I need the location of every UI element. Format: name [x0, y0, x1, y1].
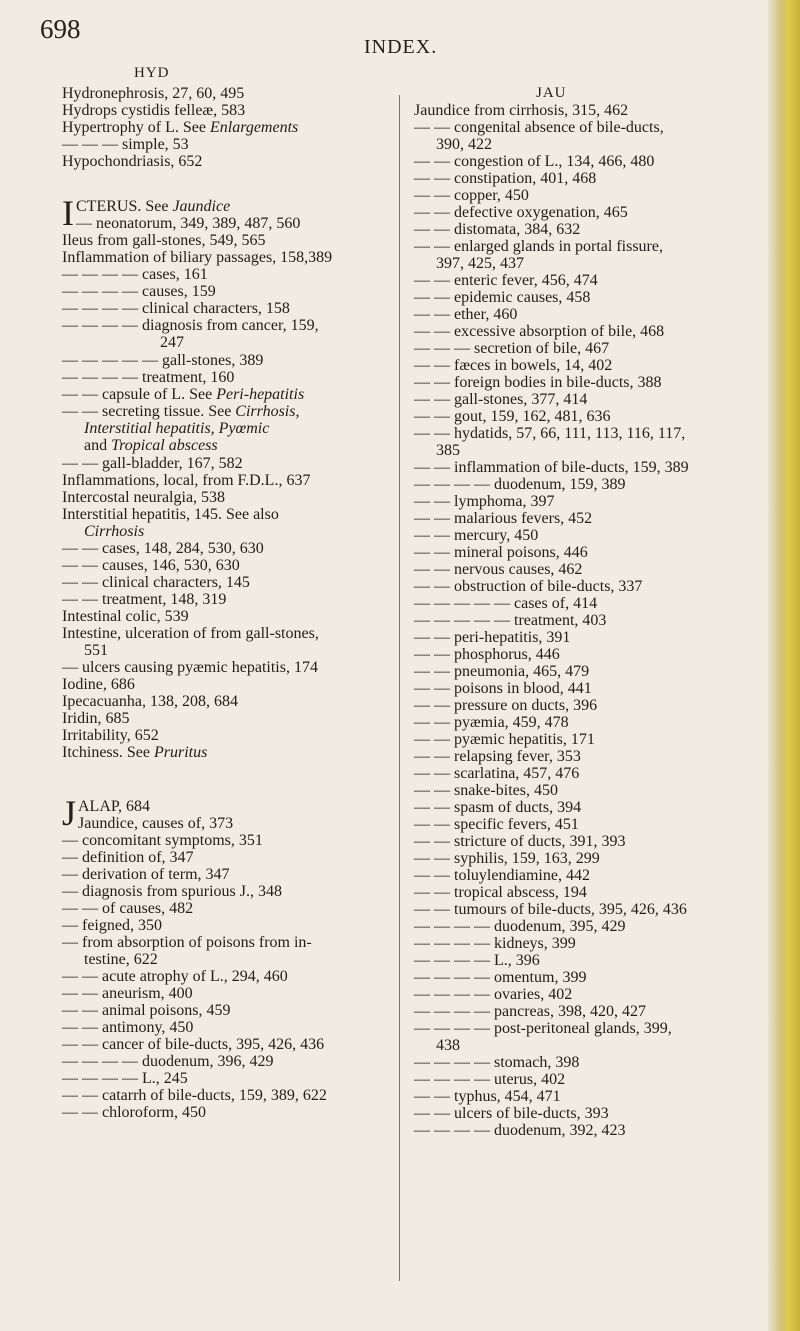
guide-word-right: JAU	[536, 85, 567, 101]
index-entry: — — stricture of ducts, 391, 393	[414, 833, 626, 850]
drop-cap-i: I	[62, 193, 74, 233]
index-entry: — — — — duodenum, 159, 389	[414, 476, 626, 493]
index-entry: — — poisons in blood, 441	[414, 680, 592, 697]
guide-word-left: HYD	[134, 65, 170, 81]
index-entry: — — — — — gall-stones, 389	[62, 352, 264, 369]
index-entry: — — pneumonia, 465, 479	[414, 663, 590, 680]
index-entry: — — congenital absence of bile-ducts, 390, 422	[414, 119, 664, 153]
index-entry: — — — — causes, 159	[62, 283, 216, 300]
index-entry: — — pyæmia, 459, 478	[414, 714, 569, 731]
index-entry: Hydrops cystidis felleæ, 583	[62, 102, 246, 119]
index-entry: — — gout, 159, 162, 481, 636	[414, 408, 611, 425]
index-entry: — feigned, 350	[62, 917, 162, 934]
index-entry: Hypertrophy of L. See Enlargements	[62, 119, 299, 136]
index-entry: — — hydatids, 57, 66, 111, 113, 116, 117, 385	[414, 425, 686, 459]
index-entry: — — foreign bodies in bile-ducts, 388	[414, 374, 662, 391]
index-entry: Interstitial hepatitis, 145. See also Cirrhosis	[62, 506, 279, 540]
drop-cap-j: J	[62, 793, 77, 833]
index-entry: — ulcers causing pyæmic hepatitis, 174	[62, 659, 318, 676]
index-entry: — — of causes, 482	[62, 900, 194, 917]
index-entry: — — — — ovaries, 402	[414, 986, 573, 1003]
index-entry: — — — — kidneys, 399	[414, 935, 576, 952]
page-number: 698	[40, 14, 81, 44]
index-entry: — — distomata, 384, 632	[414, 221, 581, 238]
index-entry: — diagnosis from spurious J., 348	[62, 883, 282, 900]
index-entry: — — — — stomach, 398	[414, 1054, 580, 1071]
index-entry: — — relapsing fever, 353	[414, 748, 581, 765]
index-entry: — — — — L., 396	[414, 952, 540, 969]
index-entry: Intestinal colic, 539	[62, 608, 189, 625]
index-entry: — — pyæmic hepatitis, 171	[414, 731, 595, 748]
index-entry: — — aneurism, 400	[62, 985, 193, 1002]
index-entry: — — — — post-peritoneal glands, 399, 438	[414, 1020, 672, 1054]
index-entry: — — — — pancreas, 398, 420, 427	[414, 1003, 646, 1020]
index-entry: — — — — uterus, 402	[414, 1071, 566, 1088]
page-edge	[768, 0, 800, 1331]
index-entry: — — animal poisons, 459	[62, 1002, 231, 1019]
index-entry: CTERUS. See Jaundice	[76, 198, 231, 215]
index-entry: — — acute atrophy of L., 294, 460	[62, 968, 288, 985]
index-entry: — — cases, 148, 284, 530, 630	[62, 540, 264, 557]
index-entry: — — peri-hepatitis, 391	[414, 629, 571, 646]
index-entry: Inflammations, local, from F.D.L., 637	[62, 472, 311, 489]
index-entry: — — — — — cases of, 414	[414, 595, 598, 612]
index-entry: — — — — diagnosis from cancer, 159, 247	[62, 317, 319, 351]
index-entry: — — — — clinical characters, 158	[62, 300, 290, 317]
index-entry: Jaundice, causes of, 373	[78, 815, 234, 832]
index-entry: — — gall-stones, 377, 414	[414, 391, 588, 408]
index-entry: — — cancer of bile-ducts, 395, 426, 436	[62, 1036, 325, 1053]
index-entry: — — ether, 460	[414, 306, 518, 323]
index-entry: — — enlarged glands in portal fissure, 397, 425, 437	[414, 238, 663, 272]
index-entry: — — malarious fevers, 452	[414, 510, 593, 527]
index-entry: — — spasm of ducts, 394	[414, 799, 582, 816]
index-entry: — — mercury, 450	[414, 527, 539, 544]
index-entry: ALAP, 684	[78, 798, 151, 815]
index-entry: — — — secretion of bile, 467	[414, 340, 610, 357]
index-entry: — — — — — treatment, 403	[414, 612, 607, 629]
index-entry: — — gall-bladder, 167, 582	[62, 455, 243, 472]
index-entry: — — catarrh of bile-ducts, 159, 389, 622	[62, 1087, 327, 1104]
index-entry: — concomitant symptoms, 351	[62, 832, 263, 849]
index-entry: — — clinical characters, 145	[62, 574, 250, 591]
index-entry: — — enteric fever, 456, 474	[414, 272, 598, 289]
index-entry: — — — — duodenum, 396, 429	[62, 1053, 274, 1070]
index-entry: — — syphilis, 159, 163, 299	[414, 850, 600, 867]
index-entry: — — phosphorus, 446	[414, 646, 560, 663]
index-entry: Inflammation of biliary passages, 158,389	[62, 249, 333, 266]
index-entry: — — pressure on ducts, 396	[414, 697, 598, 714]
index-entry: — — — — omentum, 399	[414, 969, 587, 986]
index-entry: — — — — duodenum, 395, 429	[414, 918, 626, 935]
index-entry: — — — — L., 245	[62, 1070, 188, 1087]
index-entry: — — lymphoma, 397	[414, 493, 555, 510]
index-entry: — from absorption of poisons from in- testine, 622	[62, 934, 312, 968]
index-entry: Iridin, 685	[62, 710, 130, 727]
index-entry: — — tumours of bile-ducts, 395, 426, 436	[414, 901, 687, 918]
index-entry: Hypochondriasis, 652	[62, 153, 203, 170]
index-entry: Jaundice from cirrhosis, 315, 462	[414, 102, 629, 119]
index-entry: — — specific fevers, 451	[414, 816, 579, 833]
index-entry: — — scarlatina, 457, 476	[414, 765, 580, 782]
index-entry: — — snake-bites, 450	[414, 782, 558, 799]
index-entry: Itchiness. See Pruritus	[62, 744, 208, 761]
index-entry: Hydronephrosis, 27, 60, 495	[62, 85, 245, 102]
running-head: INDEX.	[364, 36, 438, 58]
index-entry: — — tropical abscess, 194	[414, 884, 587, 901]
column-divider	[399, 95, 400, 1281]
index-entry: — — antimony, 450	[62, 1019, 194, 1036]
index-entry: Ileus from gall-stones, 549, 565	[62, 232, 266, 249]
index-entry: — derivation of term, 347	[62, 866, 230, 883]
index-entry: — — secreting tissue. See Cirrhosis, Interstitial hepatitis, Pyœmic and Tropical abscess	[62, 403, 300, 454]
index-entry: — — capsule of L. See Peri-hepatitis	[62, 386, 305, 403]
index-entry: Irritability, 652	[62, 727, 159, 744]
index-entry: — — chloroform, 450	[62, 1104, 206, 1121]
index-entry: — — fæces in bowels, 14, 402	[414, 357, 613, 374]
index-entry: — — inflammation of bile-ducts, 159, 389	[414, 459, 689, 476]
index-entry: — — nervous causes, 462	[414, 561, 583, 578]
index-entry: — — constipation, 401, 468	[414, 170, 597, 187]
index-entry: Iodine, 686	[62, 676, 135, 693]
index-entry: — neonatorum, 349, 389, 487, 560	[76, 215, 301, 232]
index-entry: — — — — duodenum, 392, 423	[414, 1122, 626, 1139]
index-entry: — — typhus, 454, 471	[414, 1088, 561, 1105]
index-entry: — — obstruction of bile-ducts, 337	[414, 578, 643, 595]
index-entry: — — copper, 450	[414, 187, 529, 204]
index-entry: Intestine, ulceration of from gall-stones, 551	[62, 625, 319, 659]
index-entry: — — congestion of L., 134, 466, 480	[414, 153, 655, 170]
index-entry: — — mineral poisons, 446	[414, 544, 588, 561]
index-entry: Ipecacuanha, 138, 208, 684	[62, 693, 238, 710]
index-entry: — — — — cases, 161	[62, 266, 208, 283]
index-entry: — — defective oxygenation, 465	[414, 204, 628, 221]
index-entry: — — excessive absorption of bile, 468	[414, 323, 665, 340]
index-entry: — — toluylendiamine, 442	[414, 867, 590, 884]
index-entry: — — epidemic causes, 458	[414, 289, 591, 306]
index-entry: — — treatment, 148, 319	[62, 591, 227, 608]
index-entry: — — causes, 146, 530, 630	[62, 557, 240, 574]
index-entry: — — — — treatment, 160	[62, 369, 235, 386]
index-entry: — — — simple, 53	[62, 136, 189, 153]
index-entry: — definition of, 347	[62, 849, 194, 866]
index-entry: — — ulcers of bile-ducts, 393	[414, 1105, 609, 1122]
index-entry: Intercostal neuralgia, 538	[62, 489, 226, 506]
